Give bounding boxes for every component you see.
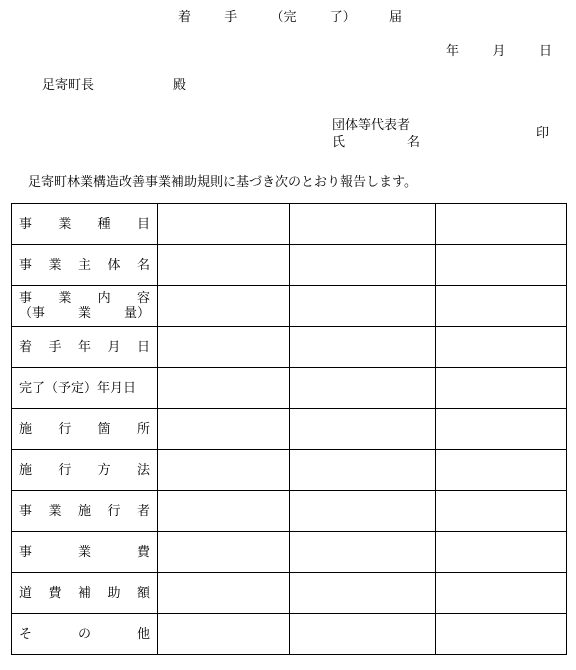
label-char: 事 — [19, 257, 33, 273]
label-char: 手 — [48, 339, 62, 355]
entry-cell[interactable] — [436, 245, 567, 286]
label-char: 日 — [136, 339, 150, 355]
label-char: 業 — [77, 544, 91, 560]
row-label — [12, 327, 158, 368]
label-char: の — [77, 626, 91, 642]
representative-name-label — [332, 135, 420, 151]
label-char: 費 — [48, 585, 62, 601]
row-label-text — [19, 422, 150, 437]
name-label-char: 氏 — [332, 135, 346, 150]
row-label-text — [19, 463, 150, 478]
name-label-char: 名 — [406, 135, 420, 150]
label-char: そ — [19, 626, 33, 642]
row-label — [12, 614, 158, 655]
label-char: 箇 — [97, 421, 111, 437]
honorific: 殿 — [173, 78, 187, 93]
label-char: 月 — [107, 339, 121, 355]
label-char: 目 — [136, 216, 150, 232]
row-label-text — [19, 504, 150, 519]
entry-cell[interactable] — [158, 573, 290, 614]
seal-mark: 印 — [536, 126, 550, 141]
label-char: 額 — [136, 585, 150, 601]
addressee: 足寄町長 — [42, 78, 95, 93]
report-statement: 足寄町林業構造改善事業補助規則に基づき次のとおり報告します。 — [28, 175, 417, 190]
title-char: 了） — [329, 10, 356, 25]
label-char: 主 — [77, 257, 91, 273]
row-label — [12, 245, 158, 286]
label-char: 体 — [107, 257, 121, 273]
label-char: 方 — [97, 462, 111, 478]
entry-cell[interactable] — [290, 286, 436, 327]
label-char: 行 — [58, 462, 72, 478]
label-char: 者 — [136, 503, 150, 519]
sublabel-char: 業 — [77, 306, 91, 321]
table-row — [12, 368, 567, 409]
label-char: 事 — [19, 216, 33, 232]
table-row — [12, 204, 567, 245]
row-label — [12, 491, 158, 532]
representative-title: 団体等代表者 — [332, 118, 411, 133]
table-row — [12, 245, 567, 286]
entry-cell[interactable] — [436, 491, 567, 532]
row-label — [12, 532, 158, 573]
entry-cell[interactable] — [158, 204, 290, 245]
entry-cell[interactable] — [158, 409, 290, 450]
title-char: 着 — [178, 10, 192, 25]
row-label-text — [19, 217, 150, 232]
row-label-text — [19, 627, 150, 642]
label-char: 業 — [48, 257, 62, 273]
label-char: 年 — [77, 339, 91, 355]
label-char: 事 — [19, 291, 33, 306]
entry-cell[interactable] — [158, 327, 290, 368]
entry-cell[interactable] — [290, 204, 436, 245]
entry-cell[interactable] — [436, 286, 567, 327]
entry-cell[interactable] — [158, 614, 290, 655]
table-row — [12, 409, 567, 450]
date-unit: 月 — [492, 44, 506, 59]
entry-cell[interactable] — [290, 491, 436, 532]
label-char: 施 — [19, 462, 33, 478]
entry-cell[interactable] — [158, 286, 290, 327]
label-char: 他 — [136, 626, 150, 642]
sublabel-char: （事 — [19, 306, 46, 321]
title-char: 届 — [388, 10, 402, 25]
report-table — [11, 203, 567, 655]
title-char: 手 — [224, 10, 238, 25]
entry-cell[interactable] — [436, 368, 567, 409]
label-char: 所 — [136, 421, 150, 437]
entry-cell[interactable] — [436, 327, 567, 368]
entry-cell[interactable] — [158, 245, 290, 286]
label-char: 行 — [58, 421, 72, 437]
row-label-text — [19, 340, 150, 355]
label-char: 着 — [19, 339, 33, 355]
label-char: 業 — [58, 291, 72, 306]
table-row — [12, 614, 567, 655]
label-char: 費 — [136, 544, 150, 560]
entry-cell[interactable] — [436, 409, 567, 450]
date-unit: 年 — [446, 44, 460, 59]
entry-cell[interactable] — [436, 614, 567, 655]
row-label — [12, 573, 158, 614]
label-char: 事 — [19, 503, 33, 519]
label-char: 事 — [19, 544, 33, 560]
row-label-text — [19, 545, 150, 560]
entry-cell[interactable] — [290, 450, 436, 491]
label-char: 補 — [77, 585, 91, 601]
table-row — [12, 450, 567, 491]
table-row — [12, 327, 567, 368]
date-unit: 日 — [538, 44, 552, 59]
label-char: 完了（予定）年月日 — [19, 380, 137, 396]
entry-cell[interactable] — [290, 245, 436, 286]
row-label-text — [19, 586, 150, 601]
entry-cell[interactable] — [436, 450, 567, 491]
label-char: 行 — [107, 503, 121, 519]
label-char: 法 — [136, 462, 150, 478]
entry-cell[interactable] — [290, 614, 436, 655]
label-char: 種 — [97, 216, 111, 232]
table-row — [12, 286, 567, 327]
row-label — [12, 368, 158, 409]
entry-cell[interactable] — [290, 573, 436, 614]
entry-cell[interactable] — [290, 532, 436, 573]
title-char: （完 — [270, 10, 297, 25]
entry-cell[interactable] — [158, 491, 290, 532]
row-label-text — [19, 258, 150, 273]
form-title — [178, 10, 402, 26]
label-char: 施 — [19, 421, 33, 437]
row-label — [12, 286, 158, 327]
entry-cell[interactable] — [290, 327, 436, 368]
label-char: 内 — [97, 291, 111, 306]
label-char: 施 — [77, 503, 91, 519]
label-char: 名 — [136, 257, 150, 273]
date-line — [446, 44, 552, 60]
row-label-text — [19, 381, 150, 396]
label-char: 助 — [107, 585, 121, 601]
entry-cell[interactable] — [158, 450, 290, 491]
sublabel-char: 量） — [123, 306, 150, 321]
row-label-text — [19, 291, 150, 306]
label-char: 容 — [136, 291, 150, 306]
row-label — [12, 409, 158, 450]
label-char: 業 — [48, 503, 62, 519]
row-label — [12, 450, 158, 491]
entry-cell[interactable] — [290, 409, 436, 450]
label-char: 業 — [58, 216, 72, 232]
entry-cell[interactable] — [436, 573, 567, 614]
entry-cell[interactable] — [158, 532, 290, 573]
table-row — [12, 491, 567, 532]
entry-cell[interactable] — [436, 532, 567, 573]
table-row — [12, 573, 567, 614]
label-char: 道 — [19, 585, 33, 601]
entry-cell[interactable] — [290, 368, 436, 409]
entry-cell[interactable] — [436, 204, 567, 245]
table-row — [12, 532, 567, 573]
row-sublabel-text — [19, 306, 150, 321]
row-label — [12, 204, 158, 245]
entry-cell[interactable] — [158, 368, 290, 409]
